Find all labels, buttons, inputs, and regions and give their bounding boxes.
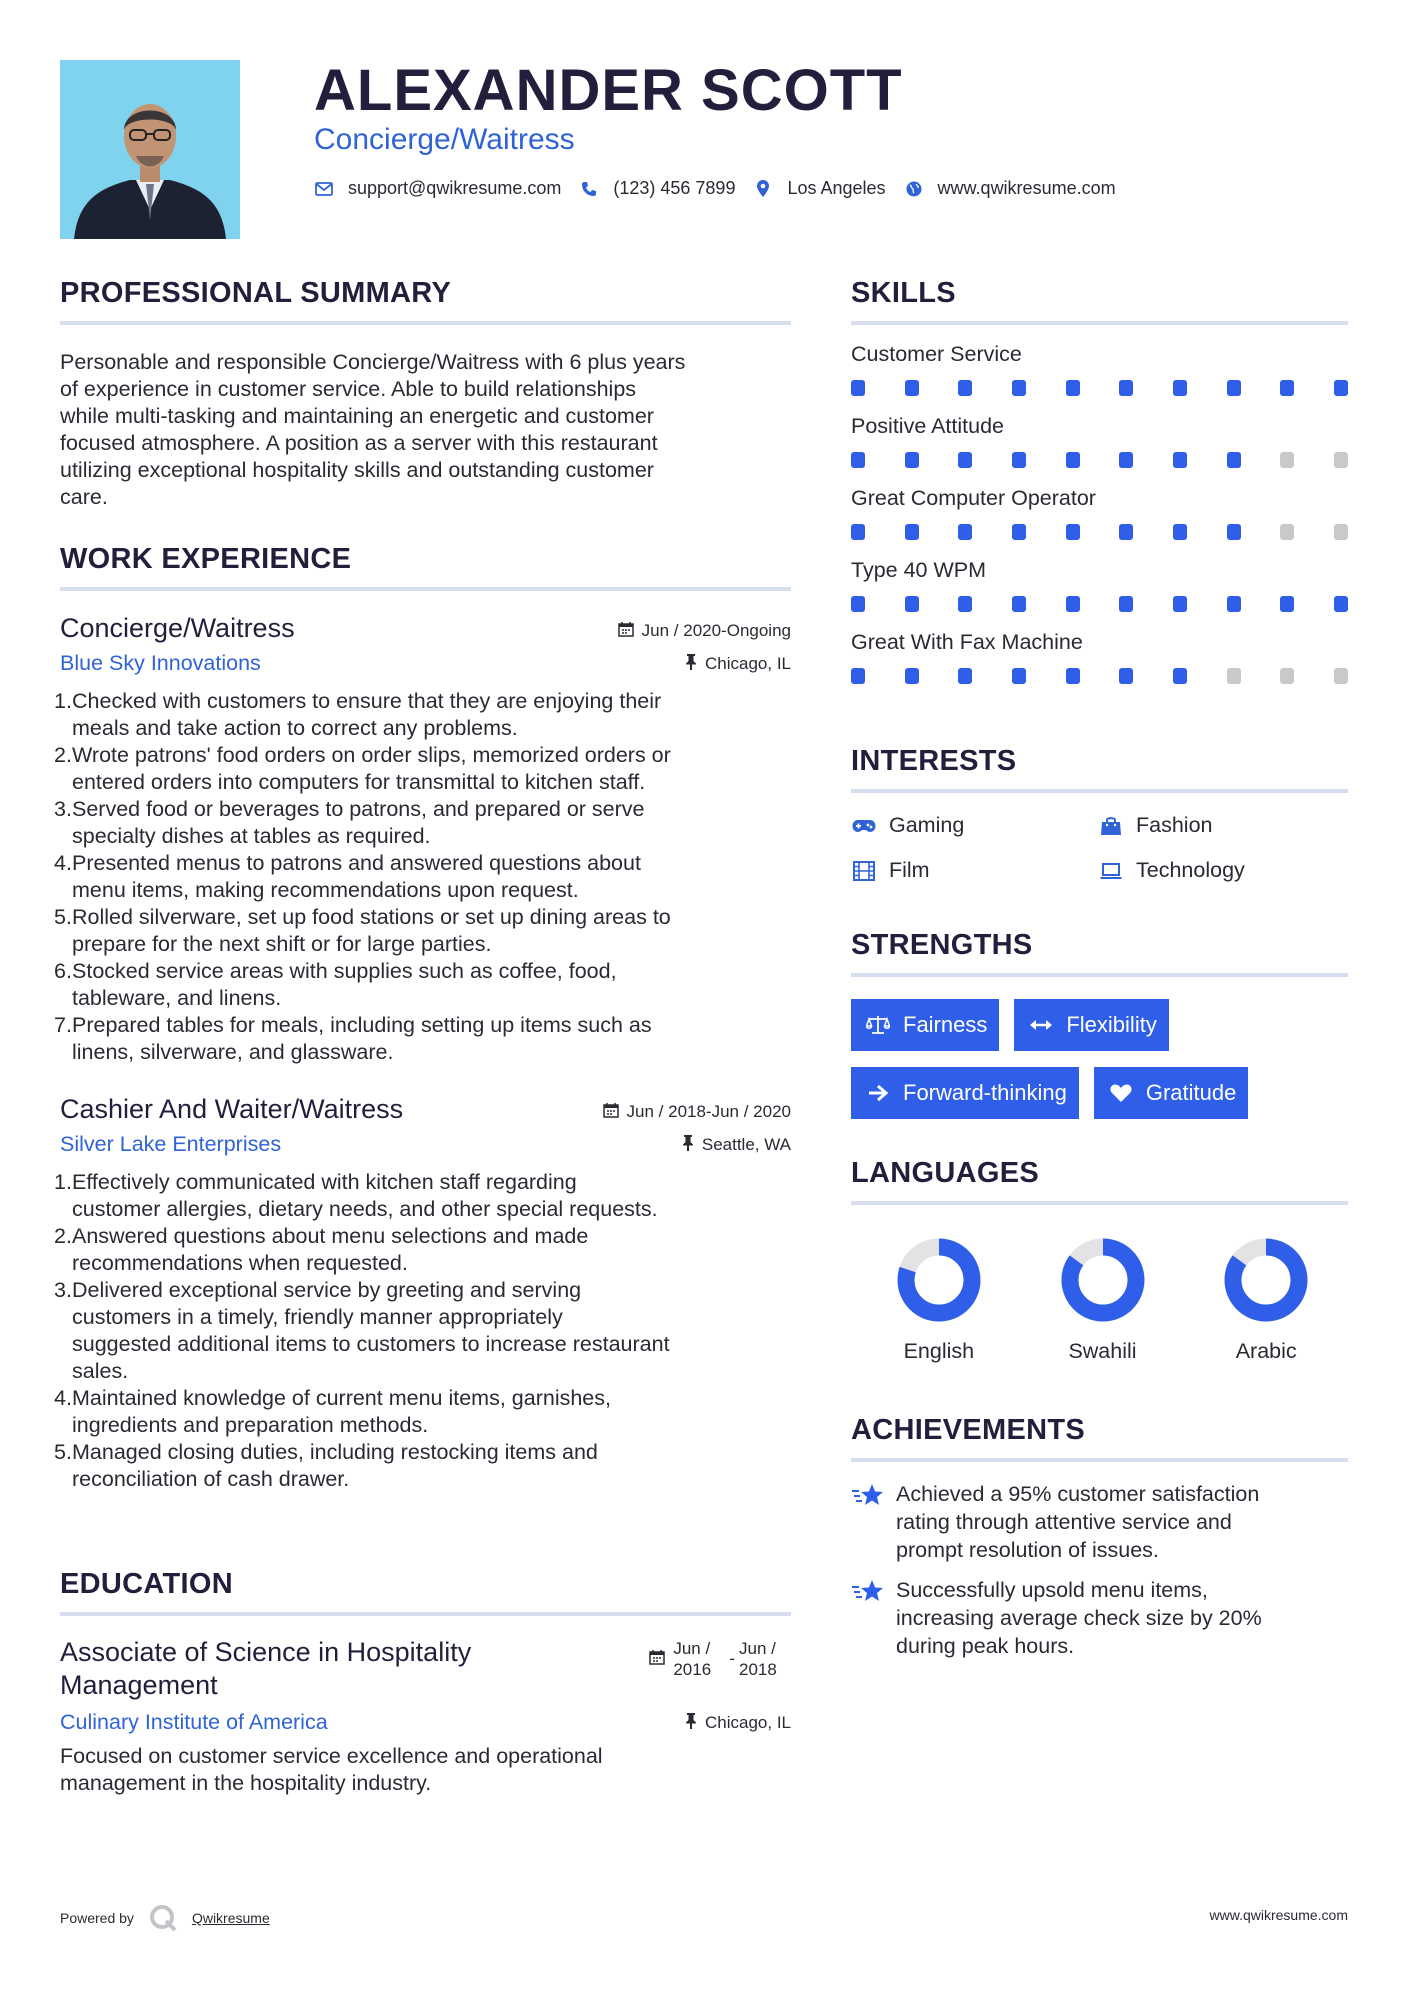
job-entry: [54, 1092, 791, 1493]
job-entry: [54, 611, 791, 1066]
section-heading: WORK EXPERIENCE: [60, 543, 352, 575]
skill-dot-filled: [1280, 596, 1294, 612]
laptop-icon: [1098, 860, 1124, 882]
skill-dot-filled: [1012, 380, 1026, 396]
list-item: 3. Delivered exceptional service by greeting and serving customers in a timely, friendly manner appropriately suggested additional items to customers to increase restaurant sales.: [54, 1278, 670, 1383]
job-dates: Jun / 2018-Jun / 2020: [603, 1102, 791, 1122]
section-heading: LANGUAGES: [851, 1157, 1039, 1189]
languages-section: [851, 1156, 1348, 1364]
list-item: 1. Checked with customers to ensure that they are enjoying their meals and take action to correct any problems.: [54, 689, 662, 740]
skill-dot-filled: [1066, 596, 1080, 612]
section-heading: INTERESTS: [851, 745, 1017, 777]
language-name: Arabic: [1235, 1339, 1297, 1363]
skill-dot-filled: [1173, 596, 1187, 612]
skill-dot-filled: [905, 524, 919, 540]
contact-bar: [314, 178, 1134, 199]
map-marker-icon: [753, 180, 773, 197]
skill-dot-empty: [1334, 668, 1348, 684]
contact-location: [753, 178, 885, 199]
skill-level-meter: [851, 668, 1348, 684]
job-dates: Jun / 2020-Ongoing: [618, 621, 791, 641]
interest-item: Film: [851, 858, 1098, 883]
school-location: Chicago, IL: [685, 1713, 791, 1733]
skill-dot-filled: [1012, 596, 1026, 612]
strength-tag: Forward-thinking: [851, 1067, 1079, 1119]
language-item: [1184, 1237, 1348, 1364]
brand-link[interactable]: Qwikresume: [191, 1910, 270, 1926]
education-dates: Jun / 2016 - Jun / 2018: [649, 1638, 791, 1680]
skill-dot-filled: [851, 524, 865, 540]
list-item: 7. Prepared tables for meals, including setting up items such as linens, silverware, and glassware.: [54, 1013, 652, 1064]
skill-item: [851, 629, 1348, 684]
star-icon: [851, 1480, 885, 1564]
section-divider: [851, 789, 1348, 793]
skill-dot-filled: [1334, 596, 1348, 612]
skill-dot-filled: [1173, 524, 1187, 540]
skill-level-meter: [851, 596, 1348, 612]
language-list: [851, 1237, 1348, 1364]
list-item: 4. Presented menus to patrons and answered questions about menu items, making recommendations upon request.: [54, 851, 641, 902]
achievement-item: Achieved a 95% customer satisfaction rating through attentive service and prompt resolution of issues.: [851, 1480, 1348, 1564]
skill-dot-filled: [1119, 524, 1133, 540]
language-proficiency-ring: [1223, 1237, 1309, 1323]
list-item: 3. Served food or beverages to patrons, and prepared or serve specialty dishes at tables as required.: [54, 797, 645, 848]
strength-tags: [851, 999, 1348, 1135]
list-item: 2. Wrote patrons' food orders on order slips, memorized orders or entered orders into computers for transmittal to kitchen staff.: [54, 743, 671, 794]
list-item: 1. Effectively communicated with kitchen staff regarding customer allergies, dietary needs, and other special requests.: [54, 1170, 658, 1221]
work-experience-section: [54, 542, 791, 1493]
skill-item: [851, 485, 1348, 540]
strength-tag: Flexibility: [1014, 999, 1168, 1051]
profile-photo: [60, 60, 240, 239]
section-heading: ACHIEVEMENTS: [851, 1414, 1086, 1446]
skill-item: [851, 413, 1348, 468]
skill-level-meter: [851, 452, 1348, 468]
skill-name: Type 40 WPM: [851, 558, 987, 582]
skills-list: [851, 341, 1348, 684]
calendar-icon: [649, 1649, 665, 1671]
language-proficiency-ring: [896, 1237, 982, 1323]
skill-dot-filled: [1119, 596, 1133, 612]
job-title: Concierge/Waitress: [60, 613, 295, 643]
phone-icon: [579, 181, 599, 197]
skill-dot-filled: [1173, 380, 1187, 396]
education-section: [60, 1567, 791, 1797]
location-text: Los Angeles: [787, 178, 886, 198]
interests-grid: [851, 813, 1348, 883]
list-item: 5. Managed closing duties, including restocking items and reconciliation of cash drawer.: [54, 1440, 598, 1491]
website-text: www.qwikresume.com: [937, 178, 1116, 198]
phone-text: (123) 456 7899: [613, 178, 736, 198]
language-name: Swahili: [1068, 1339, 1137, 1363]
skill-dot-filled: [851, 668, 865, 684]
summary-section: [60, 276, 791, 511]
section-divider: [60, 321, 791, 325]
skill-dot-filled: [1066, 668, 1080, 684]
strength-tag: Fairness: [851, 999, 999, 1051]
list-item: 2. Answered questions about menu selections and made recommendations when requested.: [54, 1224, 589, 1275]
skill-name: Customer Service: [851, 342, 1022, 366]
section-heading: EDUCATION: [60, 1568, 233, 1600]
skill-dot-empty: [1280, 668, 1294, 684]
skill-dot-empty: [1280, 524, 1294, 540]
section-divider: [60, 587, 791, 591]
education-entry: [60, 1636, 791, 1797]
skill-dot-filled: [1012, 452, 1026, 468]
skill-dot-filled: [958, 524, 972, 540]
skill-dot-filled: [851, 596, 865, 612]
list-item: 6. Stocked service areas with supplies such as coffee, food, tableware, and linens.: [54, 959, 617, 1010]
section-divider: [60, 1612, 791, 1616]
job-duties: [54, 688, 791, 1066]
skill-dot-filled: [958, 668, 972, 684]
footer-website[interactable]: www.qwikresume.com: [1209, 1907, 1348, 1923]
company-name: Blue Sky Innovations: [60, 651, 261, 675]
section-heading: PROFESSIONAL SUMMARY: [60, 277, 452, 309]
calendar-icon: [618, 621, 634, 641]
skill-dot-filled: [958, 380, 972, 396]
skill-dot-filled: [1227, 524, 1241, 540]
skill-dot-filled: [1012, 668, 1026, 684]
qwikresume-logo-icon: [148, 1903, 178, 1933]
education-description: Focused on customer service excellence and operational management in the hospitality industry.: [60, 1744, 603, 1795]
interest-item: Technology: [1098, 858, 1348, 883]
pushpin-icon: [682, 1135, 694, 1155]
skill-item: [851, 341, 1348, 396]
skill-dot-filled: [1334, 380, 1348, 396]
candidate-name: ALEXANDER SCOTT: [314, 58, 903, 123]
shopping-bag-icon: [1098, 815, 1124, 837]
email-text: support@qwikresume.com: [348, 178, 562, 198]
skill-name: Great Computer Operator: [851, 486, 1096, 510]
candidate-role: Concierge/Waitress: [314, 123, 575, 156]
achievements-section: [851, 1413, 1348, 1660]
job-duties: [54, 1169, 791, 1493]
strength-tag: Gratitude: [1094, 1067, 1249, 1119]
skill-name: Great With Fax Machine: [851, 630, 1083, 654]
degree-title: Associate of Science in Hospitality Management: [60, 1637, 472, 1700]
globe-icon: [904, 181, 924, 197]
star-icon: [851, 1576, 885, 1660]
skill-dot-filled: [1227, 596, 1241, 612]
skill-dot-filled: [851, 380, 865, 396]
skill-dot-empty: [1334, 524, 1348, 540]
contact-phone[interactable]: [579, 178, 735, 199]
skill-dot-filled: [905, 596, 919, 612]
interests-section: [851, 744, 1348, 883]
achievement-item: Successfully upsold menu items, increasing average check size by 20% during peak hours.: [851, 1576, 1348, 1660]
skill-item: [851, 557, 1348, 612]
skill-level-meter: [851, 380, 1348, 396]
gamepad-icon: [851, 815, 877, 837]
skill-dot-filled: [1119, 452, 1133, 468]
language-name: English: [903, 1339, 975, 1363]
language-item: [857, 1237, 1021, 1364]
skills-section: [851, 276, 1348, 684]
skill-dot-empty: [1334, 452, 1348, 468]
list-item: 4. Maintained knowledge of current menu items, garnishes, ingredients and preparation methods.: [54, 1386, 611, 1437]
job-title: Cashier And Waiter/Waitress: [60, 1094, 404, 1124]
heart-icon: [1108, 1083, 1134, 1103]
contact-website[interactable]: [904, 178, 1116, 199]
skill-dot-filled: [958, 596, 972, 612]
interest-item: Fashion: [1098, 813, 1348, 838]
person-portrait-icon: [60, 60, 240, 239]
skill-dot-filled: [1119, 380, 1133, 396]
skill-dot-filled: [1227, 380, 1241, 396]
skill-dot-empty: [1280, 452, 1294, 468]
pushpin-icon: [685, 654, 697, 674]
school-name: Culinary Institute of America: [60, 1710, 328, 1734]
skill-dot-filled: [1173, 452, 1187, 468]
section-divider: [851, 321, 1348, 325]
skill-dot-filled: [1280, 380, 1294, 396]
envelope-icon: [314, 182, 334, 196]
list-item: 5. Rolled silverware, set up food stations or set up dining areas to prepare for the next shift or for large parties.: [54, 905, 671, 956]
language-proficiency-ring: [1060, 1237, 1146, 1323]
powered-by-label: Powered by: [60, 1910, 134, 1926]
skill-dot-filled: [905, 668, 919, 684]
balance-scale-icon: [865, 1015, 891, 1035]
skill-name: Positive Attitude: [851, 414, 1004, 438]
skill-dot-filled: [1012, 524, 1026, 540]
arrows-horizontal-icon: [1028, 1015, 1054, 1035]
footer-powered-by: [60, 1903, 270, 1933]
skill-dot-filled: [851, 452, 865, 468]
skill-dot-filled: [1066, 452, 1080, 468]
strengths-section: [851, 928, 1348, 1135]
skill-dot-filled: [958, 452, 972, 468]
section-divider: [851, 1201, 1348, 1205]
section-heading: SKILLS: [851, 277, 956, 309]
skill-dot-filled: [1066, 380, 1080, 396]
skill-dot-filled: [905, 452, 919, 468]
skill-dot-filled: [1227, 452, 1241, 468]
calendar-icon: [603, 1102, 619, 1122]
section-heading: STRENGTHS: [851, 929, 1033, 961]
job-location: Seattle, WA: [682, 1135, 791, 1155]
arrow-right-icon: [865, 1083, 891, 1103]
pushpin-icon: [685, 1713, 697, 1733]
language-item: [1021, 1237, 1185, 1364]
company-name: Silver Lake Enterprises: [60, 1132, 282, 1156]
skill-dot-filled: [1119, 668, 1133, 684]
skill-dot-empty: [1227, 668, 1241, 684]
section-divider: [851, 973, 1348, 977]
contact-email[interactable]: [314, 178, 561, 199]
skill-dot-filled: [1066, 524, 1080, 540]
job-location: Chicago, IL: [685, 654, 791, 674]
skill-dot-filled: [1173, 668, 1187, 684]
film-icon: [851, 860, 877, 882]
skill-level-meter: [851, 524, 1348, 540]
summary-text: Personable and responsible Concierge/Waitress with 6 plus years of experience in customer service. Able to build relationships while multi-tasking and maintaining an energetic and customer focused atmosphere. A position as a server with this restaurant utilizing exceptional hospitality skills and outstanding customer care.: [60, 350, 686, 509]
interest-item: Gaming: [851, 813, 1098, 838]
section-divider: [851, 1458, 1348, 1462]
skill-dot-filled: [905, 380, 919, 396]
